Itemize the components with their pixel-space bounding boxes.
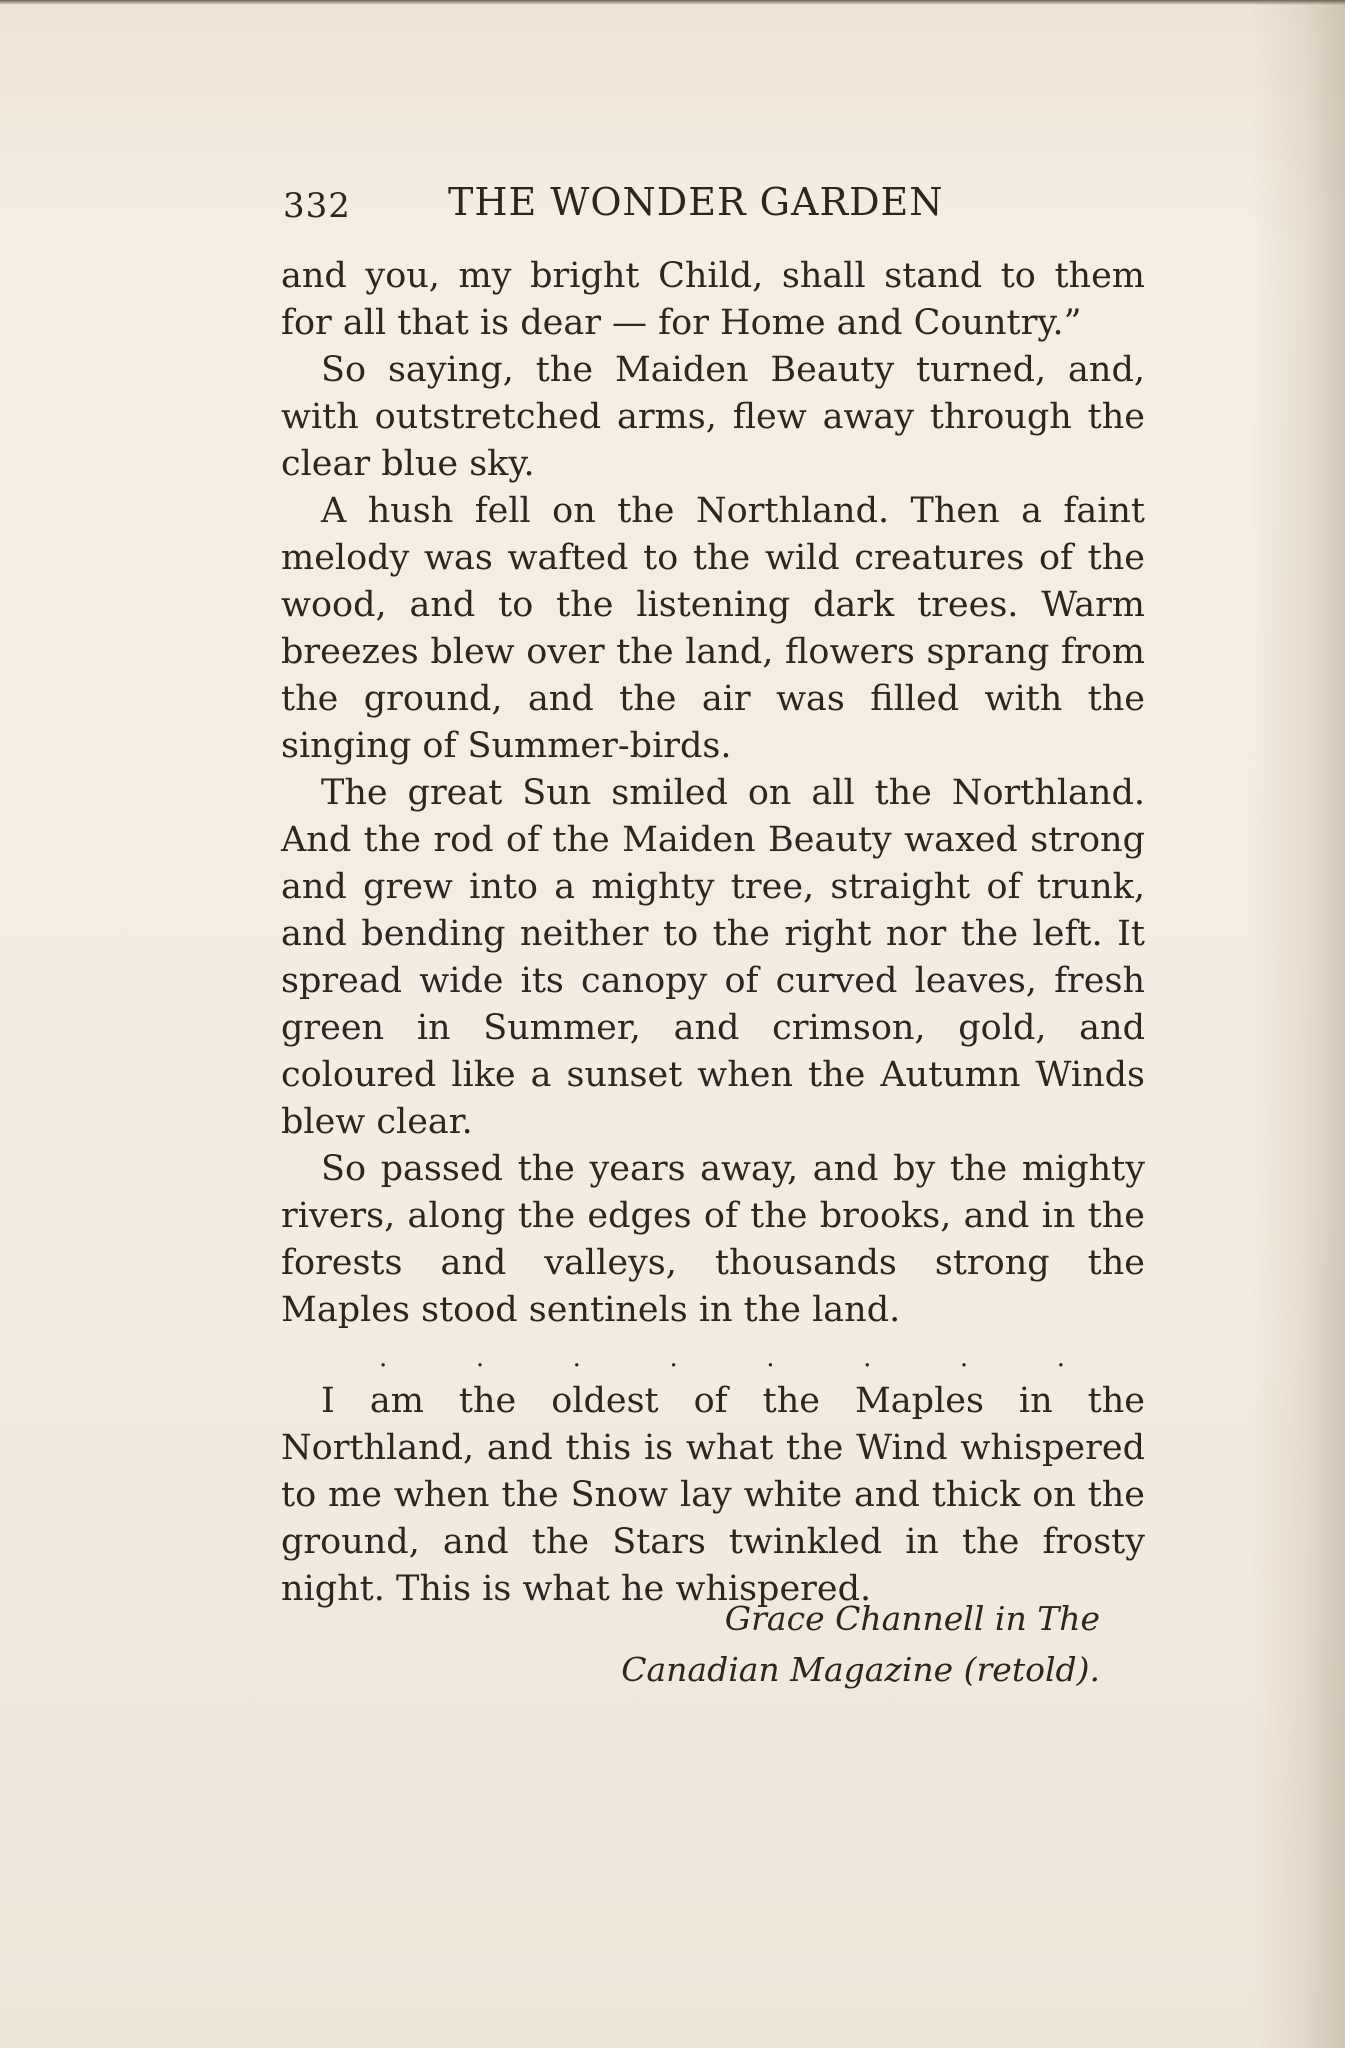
- paragraph-4: The great Sun smiled on all the Northland. And the rod of the Maiden Beauty waxed strong and grew into a mighty tree, straight of trunk, and bending neither to the right nor the left. It spread wide its canopy of curved leaves, fresh green in Summer, and crimson, gold, and coloured like a sunset when the Autumn Winds blew clear.: [281, 773, 1145, 1142]
- separator-dot: .: [959, 1343, 969, 1373]
- paragraph-3: A hush fell on the Northland. Then a faint melody was wafted to the wild creatures of the wood, and to the listening dark trees. Warm breezes blew over the land, flowers sprang from the ground, and the air was filled with the singing of Summer-birds.: [281, 491, 1145, 766]
- separator-dot: .: [863, 1343, 872, 1373]
- separator-dot: .: [766, 1343, 775, 1373]
- separator-dot: .: [379, 1343, 388, 1373]
- separator-dot: .: [669, 1343, 678, 1373]
- attribution-line-2: Canadian Magazine (retold).: [621, 1650, 1100, 1689]
- separator-dot: .: [475, 1343, 485, 1373]
- running-title: THE WONDER GARDEN: [448, 180, 944, 224]
- page-number: 332: [283, 186, 351, 226]
- separator-dot: .: [1056, 1343, 1065, 1373]
- paragraph-1: and you, my bright Child, shall stand to them for all that is dear — for Home and Country.”: [281, 256, 1145, 343]
- section-separator: [281, 1338, 1145, 1378]
- page-top-edge: [0, 0, 1345, 5]
- separator-dot: .: [572, 1343, 581, 1373]
- body-text: [281, 253, 1145, 1613]
- paragraph-6: I am the oldest of the Maples in the Northland, and this is what the Wind whispered to me when the Snow lay white and thick on the ground, and the Stars twinkled in the frosty night. This is what he whispered.: [281, 1381, 1145, 1609]
- paragraph-5: So passed the years away, and by the mighty rivers, along the edges of the brooks, and in the forests and valleys, thousands strong the Maples stood sentinels in the land.: [281, 1149, 1145, 1330]
- page-header: [283, 180, 1153, 240]
- paragraph-2: So saying, the Maiden Beauty turned, and, with outstretched arms, flew away through the clear blue sky.: [281, 350, 1145, 484]
- attribution: [560, 1593, 1100, 1695]
- attribution-line-1: Grace Channell in The: [724, 1599, 1100, 1638]
